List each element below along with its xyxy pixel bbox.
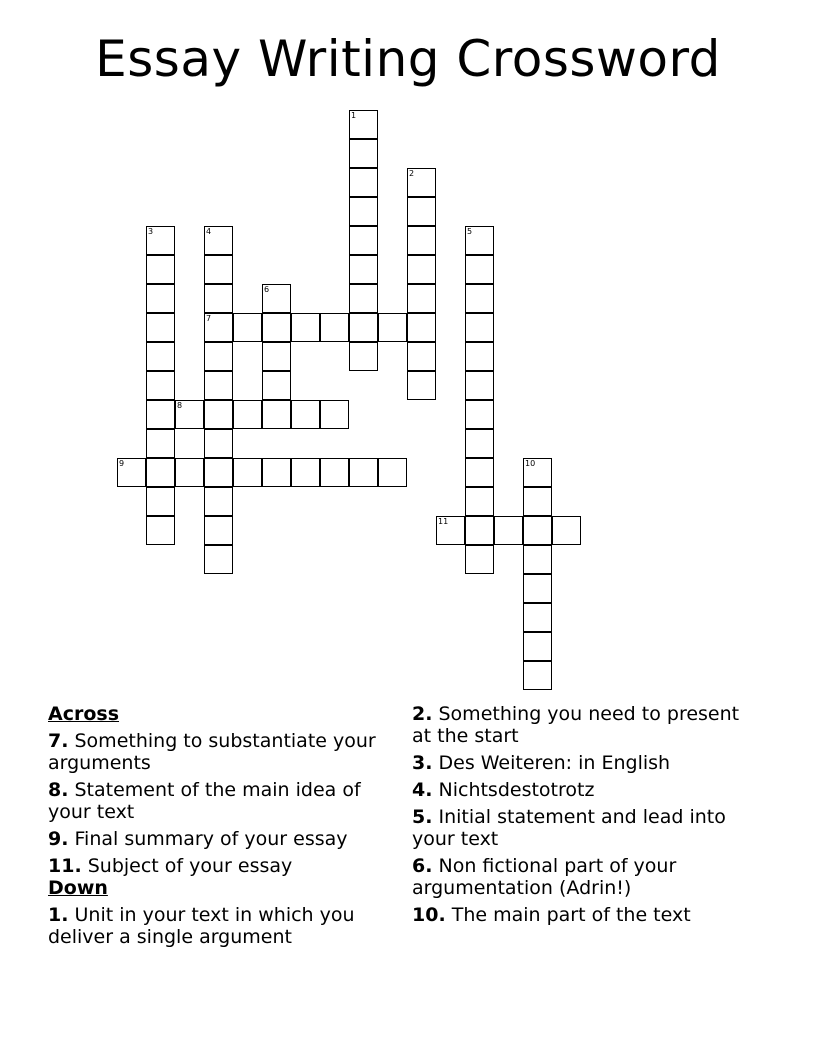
crossword-cell[interactable]: [465, 226, 494, 255]
clue-text: Final summary of your essay: [74, 828, 348, 850]
crossword-cell[interactable]: [146, 458, 175, 487]
crossword-cell[interactable]: [552, 516, 581, 545]
clue-text: Initial statement and lead into your text: [412, 806, 726, 850]
cell-number: 2: [409, 169, 415, 178]
crossword-cell[interactable]: [291, 313, 320, 342]
crossword-cell[interactable]: [262, 400, 291, 429]
cell-number: 11: [438, 517, 449, 526]
cell-number: 4: [206, 227, 212, 236]
crossword-cell[interactable]: [523, 574, 552, 603]
down-heading: Down: [48, 877, 108, 899]
crossword-cell[interactable]: [349, 197, 378, 226]
clue-down-2: [412, 703, 742, 747]
crossword-cell[interactable]: [204, 545, 233, 574]
crossword-cell[interactable]: [262, 284, 291, 313]
crossword-cell[interactable]: [204, 284, 233, 313]
clue-number: 6.: [412, 855, 433, 877]
clue-text: Subject of your essay: [87, 855, 293, 877]
clue-across-9: [48, 828, 388, 850]
clue-down-3: [412, 752, 742, 774]
crossword-cell[interactable]: [233, 400, 262, 429]
clue-down-1: [48, 904, 388, 948]
clue-number: 5.: [412, 806, 433, 828]
crossword-cell[interactable]: [146, 487, 175, 516]
crossword-cell[interactable]: [146, 342, 175, 371]
crossword-cell[interactable]: [407, 197, 436, 226]
crossword-cell[interactable]: [291, 458, 320, 487]
clue-number: 9.: [48, 828, 69, 850]
clue-down-6: [412, 855, 742, 899]
crossword-cell[interactable]: [378, 313, 407, 342]
cell-number: 6: [264, 285, 270, 294]
clue-text: The main part of the text: [451, 904, 691, 926]
crossword-cell[interactable]: [146, 255, 175, 284]
crossword-cell[interactable]: [262, 313, 291, 342]
clue-number: 4.: [412, 779, 433, 801]
crossword-cell[interactable]: [465, 429, 494, 458]
crossword-cell[interactable]: [204, 516, 233, 545]
clue-text: Non fictional part of your argumentation (Adrin!): [412, 855, 677, 899]
crossword-cell[interactable]: [407, 226, 436, 255]
clue-text: Unit in your text in which you deliver a single argument: [48, 904, 355, 948]
crossword-cell[interactable]: [465, 313, 494, 342]
clue-text: Nichtsdestotrotz: [438, 779, 595, 801]
crossword-cell[interactable]: [523, 458, 552, 487]
crossword-cell[interactable]: [465, 342, 494, 371]
across-heading: Across: [48, 703, 120, 725]
crossword-cell[interactable]: [436, 516, 465, 545]
crossword-cell[interactable]: [349, 342, 378, 371]
cell-number: 7: [206, 314, 212, 323]
crossword-cell[interactable]: [146, 400, 175, 429]
clue-across-11: [48, 855, 388, 877]
crossword-cell[interactable]: [204, 255, 233, 284]
crossword-cell[interactable]: [465, 400, 494, 429]
crossword-cell[interactable]: [233, 313, 262, 342]
crossword-cell[interactable]: [146, 516, 175, 545]
crossword-cell[interactable]: [349, 168, 378, 197]
clue-text: Something to substantiate your arguments: [48, 730, 376, 774]
crossword-cell[interactable]: [349, 284, 378, 313]
crossword-cell[interactable]: [146, 284, 175, 313]
clue-number: 1.: [48, 904, 69, 926]
crossword-cell[interactable]: [465, 458, 494, 487]
crossword-cell[interactable]: [349, 255, 378, 284]
crossword-cell[interactable]: [291, 400, 320, 429]
crossword-cell[interactable]: [204, 400, 233, 429]
clues-left-column: [48, 703, 388, 953]
crossword-cell[interactable]: [262, 371, 291, 400]
crossword-cell[interactable]: [204, 313, 233, 342]
clue-number: 8.: [48, 779, 69, 801]
crossword-cell[interactable]: [320, 458, 349, 487]
page-title: Essay Writing Crossword: [95, 30, 721, 88]
crossword-cell[interactable]: [175, 400, 204, 429]
crossword-cell[interactable]: [465, 487, 494, 516]
clue-down-10: [412, 904, 742, 926]
crossword-cell[interactable]: [262, 458, 291, 487]
crossword-cell[interactable]: [465, 516, 494, 545]
crossword-cell[interactable]: [465, 371, 494, 400]
crossword-cell[interactable]: [146, 371, 175, 400]
cell-number: 3: [148, 227, 154, 236]
clues-right-column: [412, 703, 742, 931]
crossword-cell[interactable]: [494, 516, 523, 545]
crossword-cell[interactable]: [204, 429, 233, 458]
crossword-cell[interactable]: [146, 313, 175, 342]
crossword-cell[interactable]: [146, 226, 175, 255]
crossword-cell[interactable]: [523, 603, 552, 632]
cell-number: 10: [525, 459, 536, 468]
crossword-cell[interactable]: [320, 400, 349, 429]
cell-number: 9: [119, 459, 125, 468]
crossword-cell[interactable]: [349, 313, 378, 342]
crossword-cell[interactable]: [204, 342, 233, 371]
crossword-cell[interactable]: [523, 661, 552, 690]
crossword-cell[interactable]: [407, 371, 436, 400]
crossword-cell[interactable]: [349, 226, 378, 255]
clue-number: 11.: [48, 855, 82, 877]
clue-down-4: [412, 779, 742, 801]
clue-number: 2.: [412, 703, 433, 725]
crossword-cell[interactable]: [146, 429, 175, 458]
crossword-cell[interactable]: [204, 487, 233, 516]
crossword-cell[interactable]: [262, 342, 291, 371]
crossword-cell[interactable]: [465, 284, 494, 313]
cell-number: 8: [177, 401, 183, 410]
crossword-cell[interactable]: [349, 139, 378, 168]
crossword-cell[interactable]: [407, 313, 436, 342]
crossword-cell[interactable]: [204, 458, 233, 487]
crossword-cell[interactable]: [465, 255, 494, 284]
clue-text: Something you need to present at the start: [412, 703, 740, 747]
crossword-cell[interactable]: [523, 516, 552, 545]
clue-down-5: [412, 806, 742, 850]
cell-number: 1: [351, 111, 357, 120]
crossword-cell[interactable]: [523, 487, 552, 516]
clue-number: 3.: [412, 752, 433, 774]
crossword-cell[interactable]: [523, 632, 552, 661]
crossword-cell[interactable]: [465, 545, 494, 574]
crossword-cell[interactable]: [175, 458, 204, 487]
crossword-cell[interactable]: [407, 168, 436, 197]
crossword-cell[interactable]: [204, 226, 233, 255]
clue-text: Des Weiteren: in English: [438, 752, 671, 774]
crossword-cell[interactable]: [523, 545, 552, 574]
crossword-cell[interactable]: [407, 284, 436, 313]
cell-number: 5: [467, 227, 473, 236]
clue-number: 10.: [412, 904, 446, 926]
crossword-cell[interactable]: [204, 371, 233, 400]
crossword-cell[interactable]: [407, 342, 436, 371]
crossword-cell[interactable]: [349, 458, 378, 487]
crossword-cell[interactable]: [233, 458, 262, 487]
clue-across-7: [48, 730, 388, 774]
crossword-cell[interactable]: [349, 110, 378, 139]
clue-text: Statement of the main idea of your text: [48, 779, 361, 823]
crossword-cell[interactable]: [320, 313, 349, 342]
crossword-cell[interactable]: [407, 255, 436, 284]
crossword-cell[interactable]: [117, 458, 146, 487]
crossword-cell[interactable]: [378, 458, 407, 487]
clue-across-8: [48, 779, 388, 823]
clue-number: 7.: [48, 730, 69, 752]
